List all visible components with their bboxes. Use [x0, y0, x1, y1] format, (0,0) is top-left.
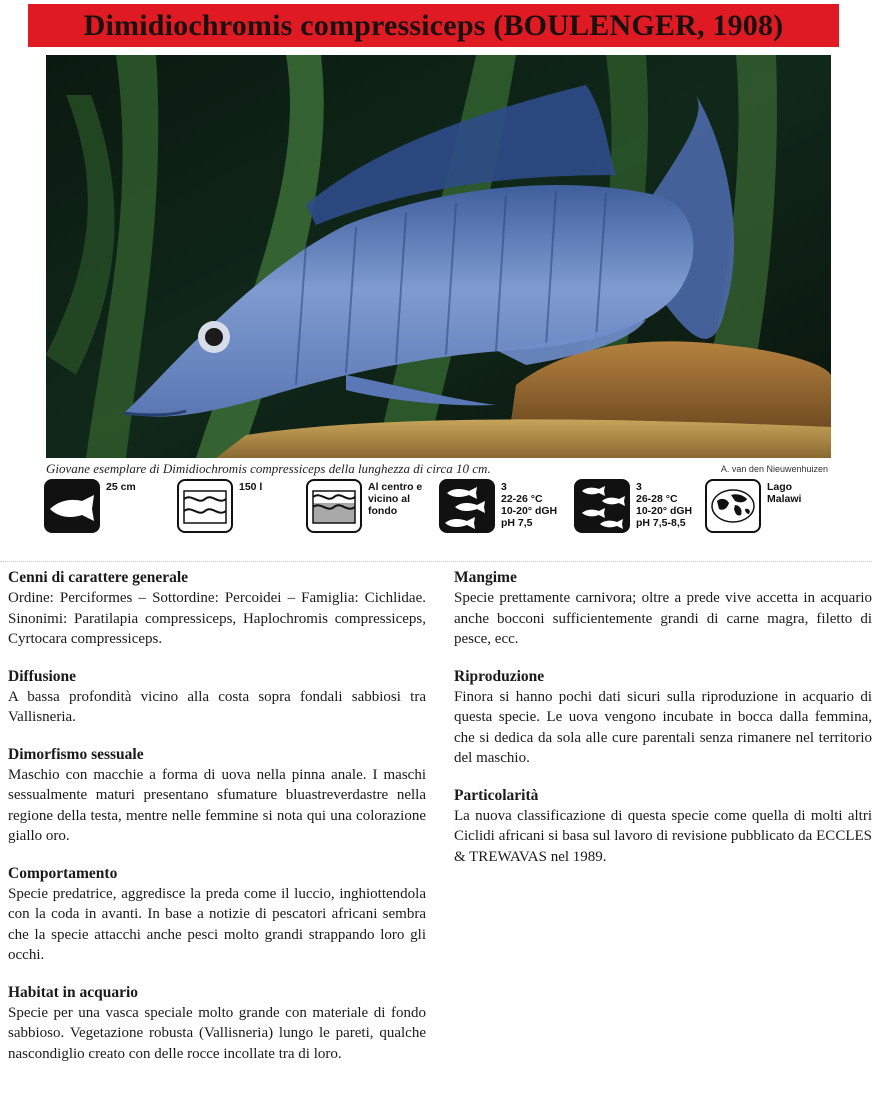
section-heading: Dimorfismo sessuale: [8, 745, 144, 763]
section-text: A bassa profondità vicino alla costa sopra fondali sabbiosi tra Vallisneria.: [8, 688, 426, 725]
section-heading: Habitat in acquario: [8, 983, 139, 1001]
breeding-dgh: 10-20° dGH: [636, 505, 693, 517]
section-heading: Diffusione: [8, 667, 77, 685]
section-heading: Cenni di carattere generale: [8, 569, 189, 586]
tank-volume-value: 150 l: [239, 481, 263, 493]
section-general: [8, 568, 426, 650]
swim-zone-icon: [306, 479, 362, 533]
swim-zone-line-1: Al centro e: [368, 481, 423, 493]
info-icons-row: [44, 479, 834, 539]
fish-size-icon: [44, 479, 100, 533]
water-conditions-icon: [439, 479, 495, 533]
section-distribution: [8, 667, 426, 728]
section-sexual-dimorphism: [8, 745, 426, 847]
globe-icon: [705, 479, 761, 533]
section-behaviour: [8, 864, 426, 966]
water-dgh: 10-20° dGH: [501, 505, 558, 517]
section-food: [454, 568, 872, 650]
section-heading: Particolarità: [454, 786, 539, 804]
tank-volume-icon: [177, 479, 233, 533]
section-text: Ordine: Perciformes – Sottordine: Percoidei – Famiglia: Cichlidae. Sinonimi: Paratilapia compressiceps, Haplochromis compressiceps, Cyrtocara compressiceps.: [8, 590, 426, 647]
left-column: [8, 568, 426, 1081]
fish-size-value: 25 cm: [106, 481, 136, 493]
breeding-conditions-icon: [574, 479, 630, 533]
water-hardness-level: 3: [501, 481, 507, 493]
section-heading: Riproduzione: [454, 667, 545, 685]
water-ph: pH 7,5: [501, 517, 533, 529]
section-heading: Mangime: [454, 569, 517, 586]
divider: [0, 561, 872, 562]
swim-zone-line-3: fondo: [368, 505, 398, 517]
section-text: Maschio con macchie a forma di uova nella pinna anale. I maschi sessualmente maturi presentano sfumature bluastreverdastre nella regione della testa, mentre nelle femmine si nota qui una colorazione giallo oro.: [8, 766, 426, 844]
section-heading: Comportamento: [8, 864, 118, 882]
section-reproduction: [454, 667, 872, 769]
origin-line-1: Lago: [767, 481, 793, 493]
page-title: Dimidiochromis compressiceps (BOULENGER, 1908): [83, 9, 784, 42]
swim-zone-line-2: vicino al: [368, 493, 411, 505]
title-bar: [28, 4, 839, 47]
breeding-temperature: 26-28 °C: [636, 493, 678, 505]
section-text: Specie predatrice, aggredisce la preda come il luccio, inghiottendola con la coda in avanti. In base a notizie di pescatori africani sembra che la specie attacchi anche pesci molto grandi strappando loro gli occhi.: [8, 885, 426, 963]
fish-photo-illustration: [46, 55, 831, 458]
section-text: La nuova classificazione di questa specie come quella di molti altri Ciclidi africani si basa sul lavoro di revisione pubblicato da ECCLES & TREWAVAS nel 1989.: [454, 807, 872, 865]
origin-line-2: Malawi: [767, 493, 802, 505]
fish-photo: [46, 55, 831, 458]
section-text: Finora si hanno pochi dati sicuri sulla riproduzione in acquario di questa specie. Le uova vengono incubate in bocca dalla femmina, che si dedica da sola alle cure parentali senza rimanere nel territorio del maschio.: [454, 688, 872, 766]
water-temperature: 22-26 °C: [501, 493, 543, 505]
section-text: Specie prettamente carnivora; oltre a prede vive accetta in acquario anche bocconi sufficientemente grandi di carne magra, filetto di pesce, ecc.: [454, 590, 872, 647]
photo-credit: A. van den Nieuwenhuizen: [720, 464, 828, 474]
section-aquarium-habitat: [8, 983, 426, 1065]
section-text: Specie per una vasca speciale molto grande con materiale di fondo sabbioso. Vegetazione robusta (Vallisneria) lungo le pareti, qualche nascondiglio creato con delle rocce incollate tra di loro.: [8, 1004, 426, 1062]
photo-caption: Giovane esemplare di Dimidiochromis compressiceps della lunghezza di circa 10 cm.: [46, 461, 491, 476]
breeding-ph: pH 7,5-8,5: [636, 517, 686, 529]
right-column: [454, 568, 872, 884]
breeding-level: 3: [636, 481, 642, 493]
section-particulars: [454, 786, 872, 868]
